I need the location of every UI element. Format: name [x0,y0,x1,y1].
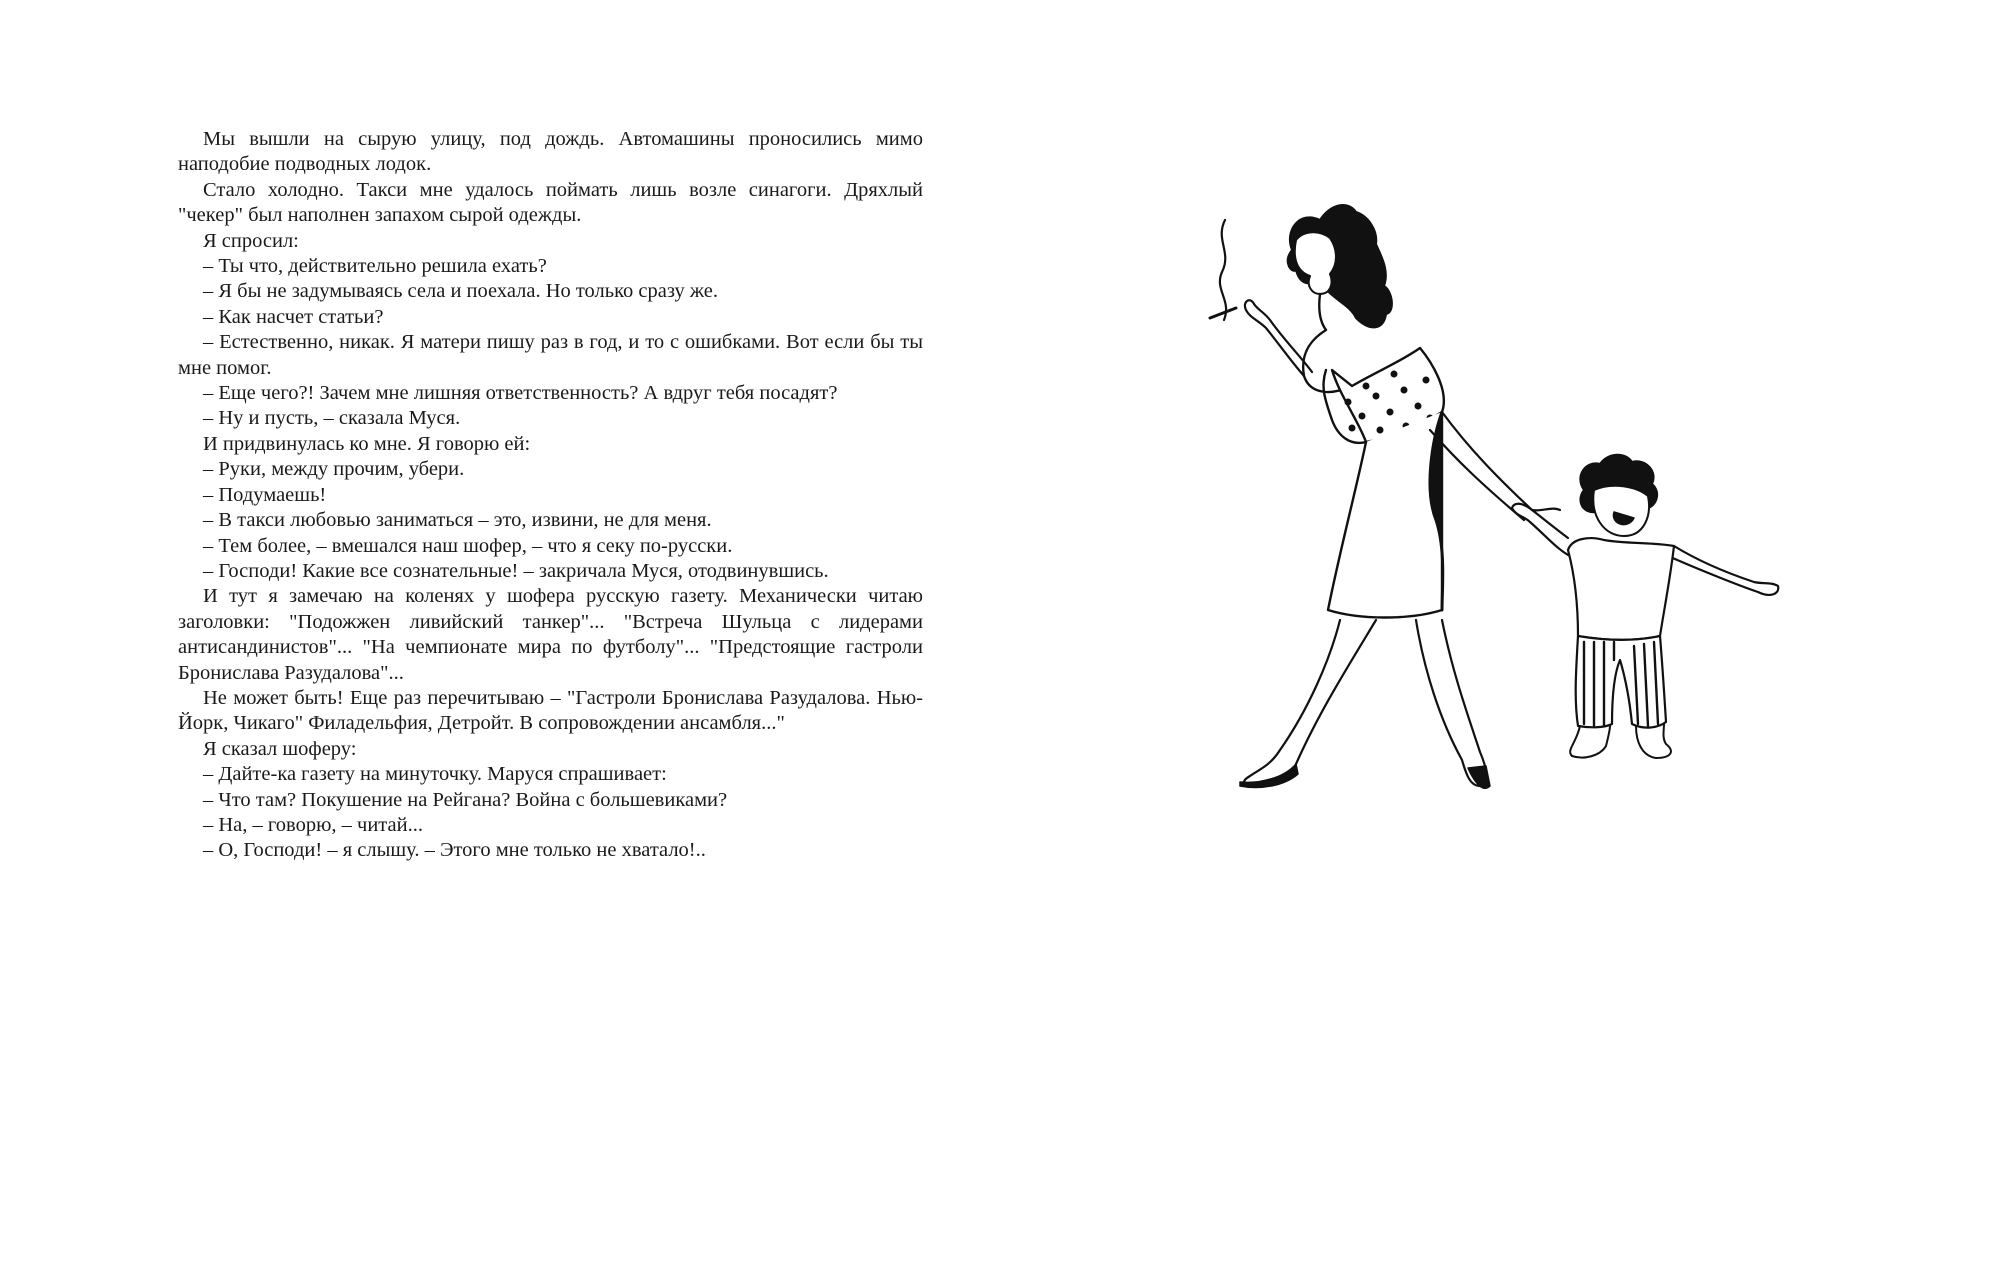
paragraph: – В такси любовью заниматься – это, извини, не для меня. [203,509,712,532]
paragraph: – Естественно, никак. Я матери пишу раз в год, и то с ошибками. Вот если бы ты мне помог. [178,331,923,379]
paragraph: – Ну и пусть, – сказала Муся. [203,407,461,430]
child-left-arm [1512,504,1570,556]
paragraph: – Еще чего?! Зачем мне лишняя ответственность? А вдруг тебя посадят? [203,382,838,405]
paragraph: И тут я замечаю на коленях у шофера русскую газету. Механически читаю заголовки: "Подожжен ливийский танкер"... "Встреча Шульца с лидерами антисандинистов"... "На чемпионате мира по футболу"... "Предстоящие гастроли Бронислава Разудалова"... [178,585,923,684]
paragraph: Не может быть! Еще раз перечитываю – "Гастроли Бронислава Разудалова. Нью-Йорк, Чикаго" Филадельфия, Детройт. В сопровождении ансамбля..." [178,686,923,735]
woman-right-leg [1416,620,1486,786]
paragraph: И придвинулась ко мне. Я говорю ей: [203,432,531,455]
illustration-woman-and-child [1180,190,1940,880]
paragraph: – На, – говорю, – читай... [203,813,423,836]
paragraph: Я сказал шоферу: [203,737,357,760]
paragraph: Я спросил: [203,229,299,252]
paragraph: – Как насчет статьи? [203,305,384,328]
child-pants [1576,636,1666,728]
woman-skirt [1328,412,1442,618]
paragraph: – Я бы не задумываясь села и поехала. Но только сразу же. [203,280,719,303]
woman-shoe-right [1468,766,1490,788]
paragraph: – Подумаешь! [203,483,327,506]
child-face [1593,486,1649,536]
paragraph: Мы вышли на сырую улицу, под дождь. Автомашины проносились мимо наподобие подводных лодок. [178,128,923,176]
paragraph: – Ты что, действительно решила ехать? [203,255,547,278]
smoke-icon [1220,220,1226,320]
paragraph: – О, Господи! – я слышу. – Этого мне только не хватало!.. [203,839,706,862]
paragraph: – Господи! Какие все сознательные! – закричала Муся, отодвинувшись. [203,559,829,582]
paragraph: – Тем более, – вмешался наш шофер, – что я секу по-русски. [203,534,733,557]
woman-left-leg [1244,620,1376,784]
paragraph: – Дайте-ка газету на минуточку. Маруся спрашивает: [203,763,667,786]
woman-left-arm [1245,300,1312,376]
paragraph: Стало холодно. Такси мне удалось поймать лишь возле синагоги. Дряхлый "чекер" был наполнен запахом сырой одежды. [178,178,923,227]
paragraph: – Что там? Покушение на Рейгана? Война с большевиками? [203,788,728,811]
woman-right-arm-inner [1430,430,1524,520]
paragraph: – Руки, между прочим, убери. [203,458,465,481]
child-right-foot [1636,724,1671,758]
cigarette-icon [1210,308,1236,318]
woman-face [1295,232,1336,294]
text-column [178,127,923,864]
child-shirt [1568,538,1674,640]
child-left-foot [1570,726,1610,758]
child-right-arm [1668,546,1778,595]
